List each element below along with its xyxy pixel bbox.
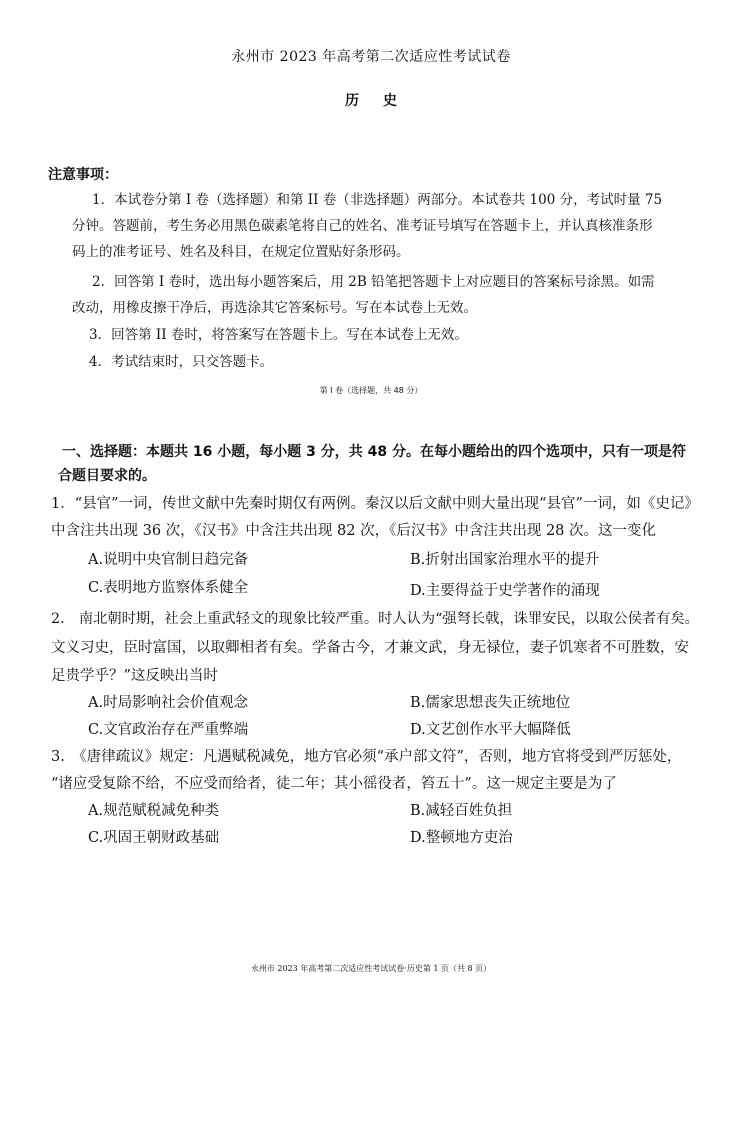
question-2-option-a[interactable]: A.时局影响社会价值观念 <box>88 695 249 711</box>
section-instruction-line-2: 合题目要求的。 <box>58 468 156 484</box>
exam-title: 永州市 2023 年高考第二次适应性考试试卷 <box>231 49 511 65</box>
question-2-option-c[interactable]: C.文官政治存在严重弊端 <box>88 722 249 738</box>
question-2-option-d[interactable]: D.文艺创作水平大幅降低 <box>410 722 571 738</box>
subject-title: 历史 <box>345 93 421 109</box>
question-1-option-c[interactable]: C.表明地方监察体系健全 <box>88 580 249 596</box>
question-1-line-1: 1．“县官”一词，传世文献中先秦时期仅有两例。秦汉以后文献中则大量出现“县官”一词，如《史记》 <box>51 496 699 512</box>
question-1-option-d[interactable]: D.主要得益于史学著作的涌现 <box>410 583 600 599</box>
notice-item-3: 3．回答第 II 卷时，将答案写在答题卡上。写在本试卷上无效。 <box>89 327 468 343</box>
notice-item-1-line-3: 码上的准考证号、姓名及科目，在规定位置贴好条形码。 <box>72 244 410 260</box>
question-2-line-2: 文义习史，臣时富国，以取卿相者有矣。学备古今，才兼文武，身无禄位，妻子饥寒者不可胜数，安 <box>51 640 689 656</box>
section-title: 第 I 卷（选择题，共 48 分） <box>319 386 423 395</box>
section-instruction-line-1: 一、选择题：本题共 16 小题，每小题 3 分，共 48 分。在每小题给出的四个选项中，只有一项是符 <box>62 444 686 460</box>
notice-item-1-line-1: 1．本试卷分第 I 卷（选择题）和第 II 卷（非选择题）两部分。本试卷共 100 分，考试时量 75 <box>92 192 663 208</box>
question-3-line-2: “诸应受复除不给，不应受而给者，徒二年；其小徭役者，笞五十”。这一规定主要是为了 <box>51 776 617 792</box>
question-1-option-a[interactable]: A.说明中央官制日趋完备 <box>88 552 249 568</box>
page-footer: 永州市 2023 年高考第二次适应性考试试卷·历史第 1 页（共 8 页） <box>250 964 492 973</box>
notice-item-1-line-2: 分钟。答题前，考生务必用黑色碳素笔将自己的姓名、准考证号填写在答题卡上，并认真核准条形 <box>72 218 653 234</box>
question-3-option-b[interactable]: B.减轻百姓负担 <box>410 803 513 819</box>
notice-item-2-line-1: 2．回答第 I 卷时，选出每小题答案后，用 2B 铅笔把答题卡上对应题目的答案标号涂黑。如需 <box>92 274 655 290</box>
question-3-option-d[interactable]: D.整顿地方吏治 <box>410 830 513 846</box>
question-3-option-c[interactable]: C.巩固王朝财政基础 <box>88 830 220 846</box>
question-1-line-2: 中含注共出现 36 次，《汉书》中含注共出现 82 次，《后汉书》中含注共出现 28 次。这一变化 <box>51 523 657 539</box>
question-2-line-1: 2. 南北朝时期，社会上重武轻文的现象比较严重。时人认为“强弩长戟，诛罪安民，以取公侯者有矣。 <box>51 611 699 627</box>
question-2-option-b[interactable]: B.儒家思想丧失正统地位 <box>410 695 571 711</box>
notice-item-2-line-2: 改动，用橡皮擦干净后，再选涂其它答案标号。写在本试卷上无效。 <box>72 300 477 316</box>
question-3-option-a[interactable]: A.规范赋税减免种类 <box>88 803 220 819</box>
notice-item-4: 4．考试结束时，只交答题卡。 <box>89 354 274 370</box>
question-3-line-1: 3. 《唐律疏议》规定：凡遇赋税减免，地方官必须“承户部文符”，否则，地方官将受到严厉惩处， <box>51 749 682 765</box>
question-1-option-b[interactable]: B.折射出国家治理水平的提升 <box>410 552 600 568</box>
question-2-line-3: 足贵学乎？”这反映出当时 <box>51 668 218 684</box>
notice-heading: 注意事项： <box>48 167 118 183</box>
